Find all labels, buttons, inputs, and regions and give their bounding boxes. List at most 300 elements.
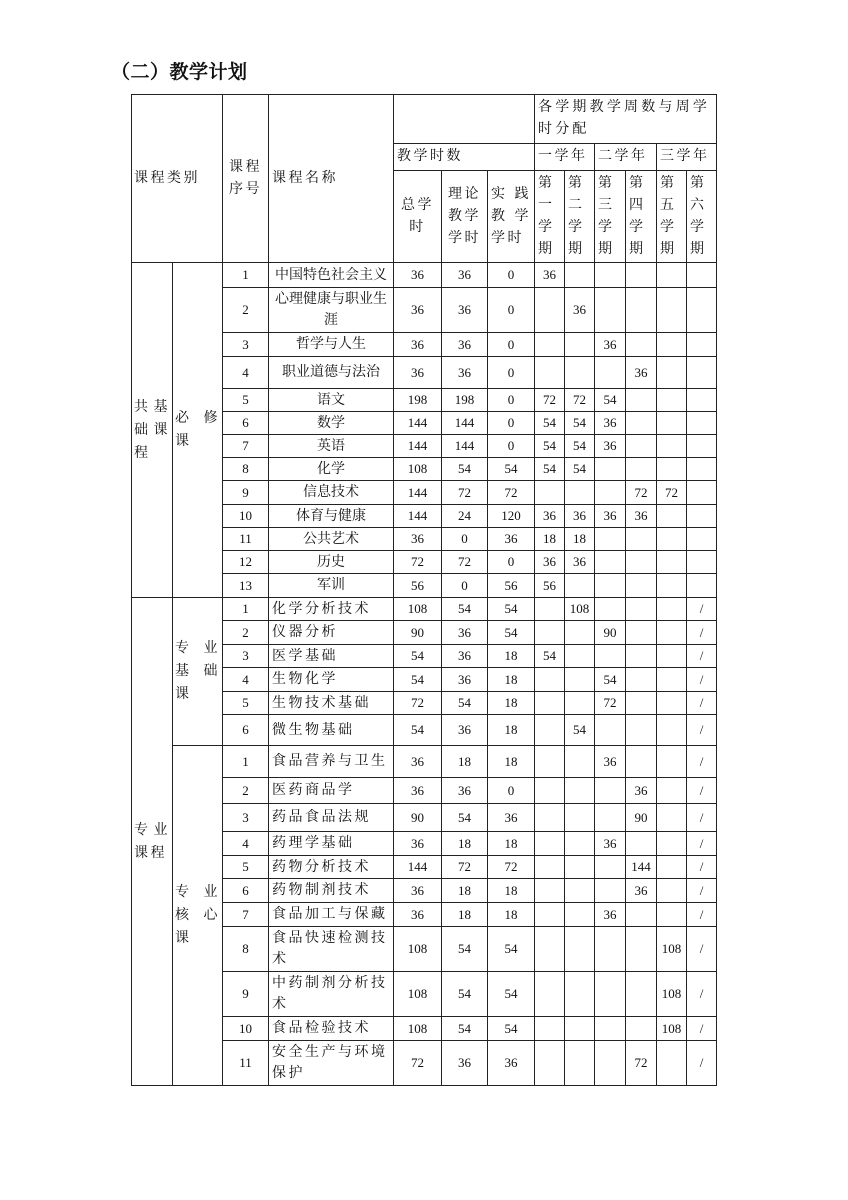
semester-5-cell (657, 692, 687, 715)
semester-2-cell (565, 357, 595, 389)
theory-hours-cell: 144 (442, 435, 488, 458)
practice-hours-cell: 54 (488, 972, 535, 1017)
semester-4-cell (626, 692, 657, 715)
total-hours-cell: 108 (394, 927, 442, 972)
semester-5-cell (657, 551, 687, 574)
total-hours-cell: 36 (394, 357, 442, 389)
course-seq-cell: 4 (223, 668, 269, 692)
semester-1-cell (535, 668, 565, 692)
practice-hours-cell: 0 (488, 333, 535, 357)
semester-6-cell (687, 263, 717, 288)
semester-4-cell: 72 (626, 1041, 657, 1086)
course-name-cell: 食品检验技术 (269, 1017, 394, 1041)
course-seq-cell: 5 (223, 389, 269, 412)
course-name-cell: 安全生产与环境保护 (269, 1041, 394, 1086)
course-seq-cell: 7 (223, 903, 269, 927)
semester-2-cell (565, 746, 595, 778)
semester-3-cell (595, 972, 626, 1017)
semester-6-cell: / (687, 668, 717, 692)
section-title: （二）教学计划 (111, 62, 248, 83)
course-category-cell: 共基础课程 (132, 263, 173, 598)
semester-6-cell (687, 528, 717, 551)
semester-1-cell (535, 927, 565, 972)
course-seq-cell: 12 (223, 551, 269, 574)
course-seq-cell: 2 (223, 778, 269, 804)
semester-5-cell (657, 528, 687, 551)
course-name-cell: 微生物基础 (269, 715, 394, 746)
semester-1-cell: 36 (535, 505, 565, 528)
semester-6-cell: / (687, 692, 717, 715)
practice-hours-cell: 54 (488, 598, 535, 621)
semester-2-cell: 108 (565, 598, 595, 621)
course-name-cell: 化学分析技术 (269, 598, 394, 621)
semester-4-cell (626, 668, 657, 692)
practice-hours-cell: 72 (488, 481, 535, 505)
course-seq-cell: 13 (223, 574, 269, 598)
total-hours-cell: 144 (394, 412, 442, 435)
semester-4-cell: 36 (626, 505, 657, 528)
semester-4-cell (626, 715, 657, 746)
course-seq-cell: 1 (223, 263, 269, 288)
semester-6-cell (687, 458, 717, 481)
semester-5-cell (657, 598, 687, 621)
practice-hours-cell: 18 (488, 645, 535, 668)
header-semester-2: 第二学期 (565, 171, 595, 263)
total-hours-cell: 144 (394, 435, 442, 458)
practice-hours-cell: 18 (488, 903, 535, 927)
course-seq-cell: 11 (223, 528, 269, 551)
semester-3-cell: 90 (595, 621, 626, 645)
course-seq-cell: 9 (223, 972, 269, 1017)
semester-5-cell: 108 (657, 927, 687, 972)
semester-4-cell: 36 (626, 357, 657, 389)
semester-3-cell (595, 263, 626, 288)
semester-2-cell: 54 (565, 715, 595, 746)
semester-5-cell (657, 645, 687, 668)
semester-1-cell (535, 288, 565, 333)
semester-2-cell (565, 1041, 595, 1086)
course-subcategory-cell: 必修课 (173, 263, 223, 598)
semester-2-cell (565, 778, 595, 804)
header-total-hours: 总学时 (394, 171, 442, 263)
total-hours-cell: 108 (394, 598, 442, 621)
theory-hours-cell: 54 (442, 1017, 488, 1041)
theory-hours-cell: 18 (442, 879, 488, 903)
course-name-cell: 化学 (269, 458, 394, 481)
semester-4-cell: 90 (626, 804, 657, 832)
semester-1-cell: 36 (535, 263, 565, 288)
semester-2-cell: 36 (565, 288, 595, 333)
course-name-cell: 药品食品法规 (269, 804, 394, 832)
total-hours-cell: 72 (394, 692, 442, 715)
practice-hours-cell: 54 (488, 458, 535, 481)
total-hours-cell: 54 (394, 668, 442, 692)
practice-hours-cell: 18 (488, 715, 535, 746)
course-name-cell: 哲学与人生 (269, 333, 394, 357)
course-name-cell: 药理学基础 (269, 832, 394, 856)
practice-hours-cell: 0 (488, 412, 535, 435)
total-hours-cell: 108 (394, 972, 442, 1017)
course-name-cell: 体育与健康 (269, 505, 394, 528)
semester-5-cell (657, 903, 687, 927)
semester-2-cell (565, 927, 595, 972)
theory-hours-cell: 0 (442, 528, 488, 551)
semester-1-cell: 18 (535, 528, 565, 551)
semester-6-cell (687, 357, 717, 389)
theory-hours-cell: 36 (442, 645, 488, 668)
semester-6-cell (687, 505, 717, 528)
semester-6-cell (687, 435, 717, 458)
semester-3-cell (595, 715, 626, 746)
semester-5-cell (657, 574, 687, 598)
theory-hours-cell: 54 (442, 692, 488, 715)
semester-2-cell (565, 856, 595, 879)
course-name-cell: 仪器分析 (269, 621, 394, 645)
theory-hours-cell: 24 (442, 505, 488, 528)
semester-6-cell: / (687, 927, 717, 972)
course-seq-cell: 7 (223, 435, 269, 458)
semester-2-cell (565, 903, 595, 927)
total-hours-cell: 144 (394, 856, 442, 879)
header-semester-4: 第四学期 (626, 171, 657, 263)
course-seq-cell: 4 (223, 832, 269, 856)
course-seq-cell: 3 (223, 645, 269, 668)
semester-4-cell (626, 972, 657, 1017)
theory-hours-cell: 144 (442, 412, 488, 435)
semester-1-cell (535, 692, 565, 715)
semester-6-cell (687, 389, 717, 412)
theory-hours-cell: 54 (442, 458, 488, 481)
course-name-cell: 中国特色社会主义 (269, 263, 394, 288)
semester-6-cell: / (687, 621, 717, 645)
semester-3-cell: 36 (595, 832, 626, 856)
header-year-3: 三学年 (657, 144, 717, 171)
semester-2-cell (565, 668, 595, 692)
semester-5-cell (657, 389, 687, 412)
semester-3-cell: 36 (595, 435, 626, 458)
header-row (132, 95, 717, 144)
theory-hours-cell: 36 (442, 333, 488, 357)
theory-hours-cell: 54 (442, 598, 488, 621)
semester-2-cell (565, 481, 595, 505)
semester-6-cell (687, 551, 717, 574)
total-hours-cell: 198 (394, 389, 442, 412)
practice-hours-cell: 54 (488, 1017, 535, 1041)
table-body (132, 263, 717, 1086)
semester-5-cell (657, 856, 687, 879)
semester-6-cell: / (687, 746, 717, 778)
theory-hours-cell: 36 (442, 1041, 488, 1086)
semester-1-cell (535, 903, 565, 927)
semester-3-cell (595, 927, 626, 972)
total-hours-cell: 56 (394, 574, 442, 598)
header-semester-1: 第一学期 (535, 171, 565, 263)
header-semester-5: 第五学期 (657, 171, 687, 263)
practice-hours-cell: 36 (488, 1041, 535, 1086)
semester-3-cell: 36 (595, 505, 626, 528)
practice-hours-cell: 0 (488, 357, 535, 389)
semester-2-cell (565, 263, 595, 288)
practice-hours-cell: 18 (488, 832, 535, 856)
semester-3-cell (595, 551, 626, 574)
total-hours-cell: 144 (394, 505, 442, 528)
semester-1-cell: 54 (535, 435, 565, 458)
semester-2-cell: 54 (565, 412, 595, 435)
semester-6-cell (687, 574, 717, 598)
total-hours-cell: 36 (394, 288, 442, 333)
semester-4-cell (626, 832, 657, 856)
semester-1-cell (535, 1041, 565, 1086)
semester-1-cell (535, 856, 565, 879)
course-seq-cell: 3 (223, 333, 269, 357)
semester-4-cell (626, 435, 657, 458)
course-name-cell: 信息技术 (269, 481, 394, 505)
semester-2-cell (565, 804, 595, 832)
semester-4-cell (626, 621, 657, 645)
semester-6-cell: / (687, 832, 717, 856)
course-name-cell: 语文 (269, 389, 394, 412)
semester-2-cell (565, 692, 595, 715)
semester-1-cell (535, 879, 565, 903)
course-row (132, 598, 717, 621)
theory-hours-cell: 72 (442, 856, 488, 879)
practice-hours-cell: 0 (488, 551, 535, 574)
semester-5-cell (657, 263, 687, 288)
theory-hours-cell: 0 (442, 574, 488, 598)
course-name-cell: 历史 (269, 551, 394, 574)
semester-1-cell (535, 832, 565, 856)
course-row (132, 746, 717, 778)
semester-4-cell (626, 528, 657, 551)
course-name-cell: 食品快速检测技术 (269, 927, 394, 972)
course-name-cell: 中药制剂分析技术 (269, 972, 394, 1017)
course-seq-cell: 6 (223, 715, 269, 746)
semester-1-cell (535, 804, 565, 832)
semester-6-cell: / (687, 778, 717, 804)
semester-1-cell (535, 1017, 565, 1041)
semester-4-cell: 144 (626, 856, 657, 879)
semester-6-cell (687, 412, 717, 435)
semester-5-cell (657, 333, 687, 357)
semester-3-cell (595, 1041, 626, 1086)
semester-1-cell (535, 621, 565, 645)
semester-4-cell: 72 (626, 481, 657, 505)
theory-hours-cell: 36 (442, 288, 488, 333)
semester-1-cell (535, 481, 565, 505)
semester-5-cell (657, 1041, 687, 1086)
header-year-2: 二学年 (595, 144, 657, 171)
semester-3-cell (595, 645, 626, 668)
practice-hours-cell: 120 (488, 505, 535, 528)
semester-4-cell (626, 263, 657, 288)
theory-hours-cell: 36 (442, 263, 488, 288)
practice-hours-cell: 72 (488, 856, 535, 879)
semester-3-cell: 36 (595, 333, 626, 357)
total-hours-cell: 36 (394, 903, 442, 927)
semester-2-cell: 54 (565, 458, 595, 481)
semester-4-cell (626, 574, 657, 598)
practice-hours-cell: 36 (488, 804, 535, 832)
course-seq-cell: 5 (223, 856, 269, 879)
header-practice-hours: 实践教学学时 (488, 171, 535, 263)
semester-6-cell: / (687, 1017, 717, 1041)
total-hours-cell: 36 (394, 746, 442, 778)
semester-3-cell (595, 1017, 626, 1041)
semester-1-cell (535, 598, 565, 621)
semester-1-cell (535, 778, 565, 804)
course-seq-cell: 8 (223, 458, 269, 481)
semester-1-cell: 36 (535, 551, 565, 574)
semester-1-cell (535, 972, 565, 1017)
semester-2-cell (565, 1017, 595, 1041)
course-subcategory-cell: 专业基础课 (173, 598, 223, 746)
practice-hours-cell: 0 (488, 435, 535, 458)
semester-5-cell (657, 435, 687, 458)
course-name-cell: 心理健康与职业生涯 (269, 288, 394, 333)
practice-hours-cell: 18 (488, 879, 535, 903)
course-name-cell: 医药商品学 (269, 778, 394, 804)
total-hours-cell: 36 (394, 263, 442, 288)
semester-2-cell: 18 (565, 528, 595, 551)
semester-6-cell: / (687, 715, 717, 746)
course-seq-cell: 10 (223, 505, 269, 528)
practice-hours-cell: 0 (488, 263, 535, 288)
semester-5-cell (657, 505, 687, 528)
semester-1-cell (535, 715, 565, 746)
semester-6-cell: / (687, 804, 717, 832)
semester-2-cell (565, 879, 595, 903)
semester-6-cell: / (687, 1041, 717, 1086)
course-name-cell: 生物技术基础 (269, 692, 394, 715)
semester-4-cell (626, 1017, 657, 1041)
course-name-cell: 数学 (269, 412, 394, 435)
total-hours-cell: 36 (394, 879, 442, 903)
semester-6-cell (687, 333, 717, 357)
semester-3-cell (595, 288, 626, 333)
practice-hours-cell: 36 (488, 528, 535, 551)
semester-4-cell (626, 333, 657, 357)
practice-hours-cell: 54 (488, 621, 535, 645)
total-hours-cell: 108 (394, 1017, 442, 1041)
practice-hours-cell: 0 (488, 778, 535, 804)
theory-hours-cell: 36 (442, 715, 488, 746)
total-hours-cell: 36 (394, 778, 442, 804)
semester-4-cell (626, 903, 657, 927)
semester-2-cell: 72 (565, 389, 595, 412)
course-seq-cell: 10 (223, 1017, 269, 1041)
theory-hours-cell: 54 (442, 972, 488, 1017)
header-course-name: 课程名称 (269, 95, 394, 263)
semester-4-cell (626, 927, 657, 972)
course-name-cell: 药物制剂技术 (269, 879, 394, 903)
semester-3-cell: 72 (595, 692, 626, 715)
semester-2-cell (565, 832, 595, 856)
semester-2-cell (565, 574, 595, 598)
course-name-cell: 英语 (269, 435, 394, 458)
semester-4-cell: 36 (626, 778, 657, 804)
total-hours-cell: 108 (394, 458, 442, 481)
total-hours-cell: 36 (394, 333, 442, 357)
semester-4-cell (626, 598, 657, 621)
teaching-plan-table (131, 94, 717, 1086)
course-name-cell: 职业道德与法治 (269, 357, 394, 389)
semester-1-cell: 54 (535, 458, 565, 481)
semester-5-cell (657, 288, 687, 333)
total-hours-cell: 36 (394, 832, 442, 856)
semester-2-cell (565, 621, 595, 645)
semester-5-cell (657, 879, 687, 903)
semester-5-cell (657, 668, 687, 692)
header-week-allocation: 各学期教学周数与周学时分配 (535, 95, 717, 144)
theory-hours-cell: 36 (442, 778, 488, 804)
semester-5-cell (657, 804, 687, 832)
semester-1-cell: 56 (535, 574, 565, 598)
semester-6-cell: / (687, 856, 717, 879)
practice-hours-cell: 18 (488, 692, 535, 715)
semester-6-cell (687, 481, 717, 505)
total-hours-cell: 72 (394, 1041, 442, 1086)
semester-1-cell: 54 (535, 412, 565, 435)
theory-hours-cell: 18 (442, 746, 488, 778)
course-name-cell: 食品加工与保藏 (269, 903, 394, 927)
practice-hours-cell: 56 (488, 574, 535, 598)
course-subcategory-cell: 专业核心课 (173, 746, 223, 1086)
semester-3-cell (595, 528, 626, 551)
course-seq-cell: 11 (223, 1041, 269, 1086)
semester-2-cell (565, 645, 595, 668)
course-seq-cell: 1 (223, 746, 269, 778)
total-hours-cell: 90 (394, 804, 442, 832)
semester-5-cell: 72 (657, 481, 687, 505)
semester-3-cell: 54 (595, 668, 626, 692)
semester-3-cell: 36 (595, 903, 626, 927)
course-seq-cell: 6 (223, 412, 269, 435)
semester-5-cell (657, 832, 687, 856)
semester-6-cell: / (687, 972, 717, 1017)
semester-6-cell: / (687, 598, 717, 621)
total-hours-cell: 144 (394, 481, 442, 505)
total-hours-cell: 54 (394, 645, 442, 668)
semester-3-cell (595, 357, 626, 389)
theory-hours-cell: 72 (442, 551, 488, 574)
course-name-cell: 食品营养与卫生 (269, 746, 394, 778)
course-name-cell: 药物分析技术 (269, 856, 394, 879)
semester-4-cell (626, 389, 657, 412)
semester-5-cell (657, 778, 687, 804)
table-header (132, 95, 717, 263)
semester-3-cell: 54 (595, 389, 626, 412)
total-hours-cell: 54 (394, 715, 442, 746)
theory-hours-cell: 36 (442, 621, 488, 645)
semester-4-cell (626, 288, 657, 333)
semester-5-cell (657, 458, 687, 481)
theory-hours-cell: 54 (442, 927, 488, 972)
course-name-cell: 生物化学 (269, 668, 394, 692)
semester-6-cell: / (687, 879, 717, 903)
course-seq-cell: 2 (223, 288, 269, 333)
course-seq-cell: 5 (223, 692, 269, 715)
semester-1-cell: 54 (535, 645, 565, 668)
practice-hours-cell: 0 (488, 389, 535, 412)
semester-3-cell (595, 481, 626, 505)
semester-5-cell: 108 (657, 972, 687, 1017)
practice-hours-cell: 18 (488, 668, 535, 692)
course-row (132, 263, 717, 288)
theory-hours-cell: 18 (442, 832, 488, 856)
semester-4-cell (626, 645, 657, 668)
semester-2-cell: 36 (565, 551, 595, 574)
semester-1-cell (535, 746, 565, 778)
